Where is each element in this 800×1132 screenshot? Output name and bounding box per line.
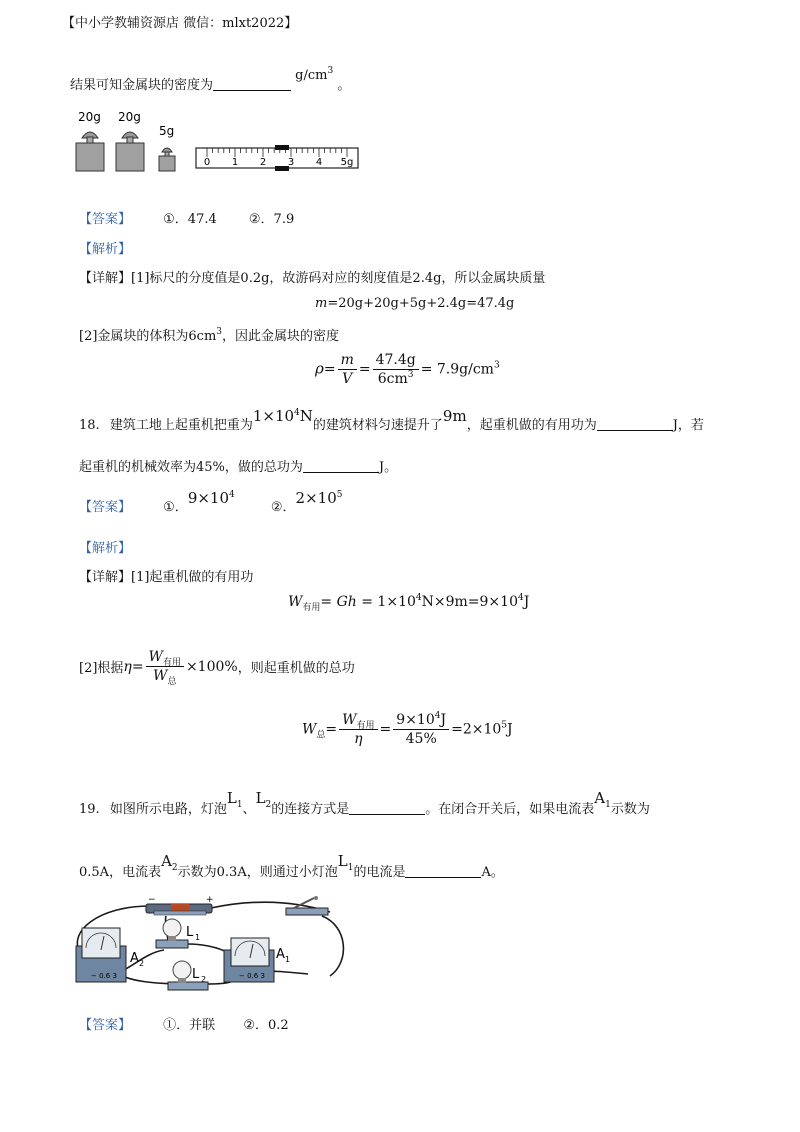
q18-wt-num-var: W: [342, 712, 357, 728]
q18-answer-2-exp: 5: [336, 490, 343, 500]
q18-eq1-d: J: [523, 594, 530, 610]
q18-wt-num-sub: 有用: [356, 721, 375, 731]
scale-label-2: 2: [259, 157, 267, 168]
q18-text-d: J，若: [672, 418, 704, 433]
q18-answer-1-prefix: ①．: [163, 500, 188, 515]
q18-total-work-equation: $W_总=$ $\frac{W_{有用}}{\eta}$ = $\frac{9\times 10^4J}{45\%}$ $=2\times 10^5J$: [302, 711, 513, 747]
q19-text-d: 示数为: [610, 802, 650, 817]
svg-text:+: +: [206, 895, 214, 905]
q19-l1b: L: [337, 852, 348, 870]
q17-mass-eq: =20g+20g+5g+2.4g=47.4g: [327, 296, 515, 311]
q19-sep: 、: [242, 802, 256, 817]
q19-text-c: 。在闭合开关后，如果电流表: [425, 802, 595, 817]
q18-eta-eq: =: [131, 658, 144, 675]
q19-circuit-figure: [68, 892, 350, 998]
q19-answer-2: ②．0.2: [243, 1018, 289, 1033]
scale-label-3: 3: [287, 157, 295, 168]
q18-detail-2-prefix: [2]根据: [79, 661, 124, 676]
scale-label-5: 5g: [340, 157, 354, 168]
q18-wt-eq: =: [325, 721, 338, 738]
weight-5g-icon: [159, 124, 175, 171]
q17-answer-label: 【答案】: [79, 212, 132, 227]
q18-force: 1×10: [252, 407, 295, 425]
q19-text-b: 的连接方式是: [271, 802, 350, 817]
q18-wt-result-unit: J: [507, 721, 513, 738]
q17-mass-equation: [315, 296, 514, 311]
q17-detail-1-text: [1]标尺的分度值是0.2g，故游码对应的刻度值是2.4g，所以金属块质量: [131, 271, 546, 286]
q18-line2-a: 起重机的机械效率为45%，做的总功为: [79, 460, 303, 475]
a2-label: A: [130, 951, 139, 966]
rider-scale: [196, 145, 358, 171]
q18-wt-var: W: [302, 721, 317, 738]
q19-blank-2: [405, 863, 481, 878]
l1-label-sub: 1: [195, 933, 201, 942]
q17-density-text: 结果可知金属块的密度为: [70, 78, 214, 93]
weight-label-3: 5g: [159, 124, 175, 138]
weight-label-1: 20g: [78, 110, 101, 124]
ammeter-a1-icon: [224, 938, 290, 982]
q18-eta-times: ×100%: [185, 658, 238, 675]
q18-eq1-exp1: 4: [415, 593, 422, 603]
q19-l1: L: [226, 789, 237, 807]
q19-answer-label: 【答案】: [79, 1018, 132, 1033]
q18-blank-1: [597, 416, 673, 431]
q18-eta-den-sub: 总: [167, 677, 177, 687]
q18-eta: η: [123, 658, 132, 675]
q19-a1-sub: 1: [605, 800, 611, 810]
q18-eq1-b: = 1×10: [356, 594, 416, 610]
q17-density-blank: [213, 76, 291, 91]
q19-blank-1: [349, 800, 425, 815]
scale-label-4: 4: [315, 157, 323, 168]
q17-rho: ρ: [315, 359, 324, 378]
a1-label-sub: 1: [285, 955, 291, 964]
rider-top: [275, 145, 289, 150]
q17-rho-result-exp: 3: [493, 360, 500, 371]
q19-line2-c: 的电流是: [353, 865, 406, 880]
q18-eq1-c: N×9m=9×10: [421, 594, 518, 610]
q19-a2: A: [161, 852, 172, 870]
q19-text-a: 如图所示电路，灯泡: [109, 802, 227, 817]
q19-a2-sub: 2: [171, 863, 178, 873]
q17-detail-2a: [2]金属块的体积为6cm: [79, 329, 217, 344]
q19-l2: L: [255, 789, 266, 807]
q18-wt-frac2-num-unit: J: [440, 712, 447, 728]
q17-rho-num: m: [338, 352, 357, 370]
q18-answer-2: 2×10: [295, 489, 337, 507]
l2-label-sub: 2: [201, 975, 207, 984]
a2-label-sub: 2: [139, 959, 145, 968]
svg-text:−: −: [148, 895, 156, 905]
q18-eq1-gh: Gh: [336, 594, 357, 610]
q18-text-a: 建筑工地上起重机把重为: [109, 418, 253, 433]
scale-label-0: 0: [203, 157, 211, 168]
q19-l1b-sub: 1: [347, 863, 354, 873]
q17-detail-2b: ，因此金属块的密度: [222, 329, 340, 344]
q18-wt-sub: 总: [316, 730, 326, 741]
bulb-l2-icon: [168, 961, 208, 990]
q18-blank-2: [303, 458, 379, 473]
q17-density-unit: g/cm: [295, 68, 328, 83]
ammeter-a2-icon: [76, 928, 144, 982]
q18-text-c: ，起重机做的有用功为: [466, 418, 597, 433]
q19-line2-a: 0.5A，电流表: [79, 865, 162, 880]
q18-answer-row: [79, 489, 343, 515]
q17-answer-2: ②．7.9: [248, 212, 295, 227]
q18-line2-b: J。: [378, 460, 398, 475]
q18-useful-work-equation: [288, 593, 530, 613]
svg-text:− 0.6 3: − 0.6 3: [91, 972, 117, 980]
q18-eq1-exp2: 4: [517, 593, 524, 603]
q18-w-sub: 有用: [302, 603, 321, 613]
q18-eta-num-sub: 有用: [162, 658, 181, 668]
q17-rho2-num: 47.4g: [373, 352, 419, 370]
q19-line2-b: 示数为0.3A，则通过小灯泡: [177, 865, 338, 880]
q18-eq1-a: =: [320, 594, 337, 610]
q18-force-exp: 4: [294, 408, 300, 418]
q19-line-2: [79, 852, 504, 880]
q17-rho-den: V: [342, 371, 353, 387]
l2-label: L: [192, 967, 200, 982]
q17-rho2-den: 6cm: [377, 371, 408, 387]
q18-detail-2: [79, 649, 355, 687]
scale-label-1: 1: [231, 157, 239, 168]
q19-answer-1: ①．并联: [163, 1018, 216, 1033]
weight-20g-icon: [116, 110, 144, 171]
q18-wt-frac2-num: 9×10: [396, 712, 435, 728]
q18-detail-1-text: [1]起重机做的有用功: [131, 570, 254, 585]
q17-detail-label: 【详解】: [79, 271, 132, 286]
q18-text-b: 的建筑材料匀速提升了: [312, 418, 443, 433]
q17-rho-result: = 7.9g/cm: [420, 361, 494, 378]
q18-wt-result: =2×10: [451, 721, 502, 738]
q18-w-var: W: [288, 594, 303, 610]
q17-mass-var: m: [315, 296, 328, 311]
q19-number: 19.: [79, 802, 100, 817]
q18-answer-1-exp: 4: [229, 490, 235, 500]
page-header: 【中小学教辅资源店 微信：mlxt2022】: [62, 16, 298, 31]
q18-eta-num-var: W: [148, 649, 163, 665]
weight-label-2: 20g: [118, 110, 141, 124]
q17-detail-2: [79, 325, 339, 344]
q19-a1: A: [594, 789, 606, 807]
q19-l1-sub: 1: [236, 800, 243, 810]
q17-answer-row: [79, 208, 294, 227]
q17-detail-1: [79, 267, 545, 286]
q19-line2-d: A。: [481, 865, 504, 880]
q17-answer-1: ①．47.4: [163, 212, 217, 227]
q18-answer-1: 9×10: [187, 489, 230, 507]
q19-l2-sub: 2: [265, 800, 272, 810]
q17-density-equation: ρ= $\frac{m}{V}$ = $\frac{47.4g}{6cm^3}$ = $7.9g/cm^3$: [315, 352, 500, 387]
q19-line-1: [79, 789, 650, 817]
q18-force-unit: N: [299, 407, 313, 425]
q18-eta-den-var: W: [153, 668, 168, 684]
a1-label: A: [276, 947, 285, 962]
q18-detail-label: 【详解】: [79, 570, 132, 585]
q18-height: 9m: [442, 407, 467, 425]
q17-balance-figure: [68, 110, 368, 180]
q18-detail-2-suffix: ，则起重机做的总功: [237, 661, 355, 676]
q18-analysis-label: 【解析】: [79, 541, 132, 556]
battery-icon: [146, 895, 214, 915]
q18-answer-label: 【答案】: [79, 500, 132, 515]
q18-answer-2-prefix: ②．: [270, 500, 296, 515]
q17-rho2-den-exp: 3: [407, 370, 414, 380]
q18-wt-frac2-den: 45%: [405, 731, 437, 747]
q18-line-2: [79, 456, 397, 475]
q18-wt-result-exp: 5: [501, 720, 508, 731]
q18-wt-frac2-num-exp: 4: [434, 711, 441, 721]
q18-wt-den: η: [354, 731, 363, 747]
q18-number: 18.: [79, 418, 100, 433]
q17-density-line: [70, 66, 351, 93]
svg-text:− 0.6 3: − 0.6 3: [239, 972, 265, 980]
q18-line-1: [79, 407, 704, 433]
q17-density-unit-exp: 3: [327, 66, 334, 76]
q17-detail-2a-exp: 3: [216, 327, 223, 337]
q18-detail-1: [79, 566, 253, 585]
l1-label: L: [186, 925, 194, 940]
q19-answer-row: [79, 1014, 289, 1033]
q17-analysis-label: 【解析】: [79, 242, 132, 257]
weight-20g-icon: [76, 110, 104, 171]
q17-density-end: 。: [337, 78, 351, 93]
